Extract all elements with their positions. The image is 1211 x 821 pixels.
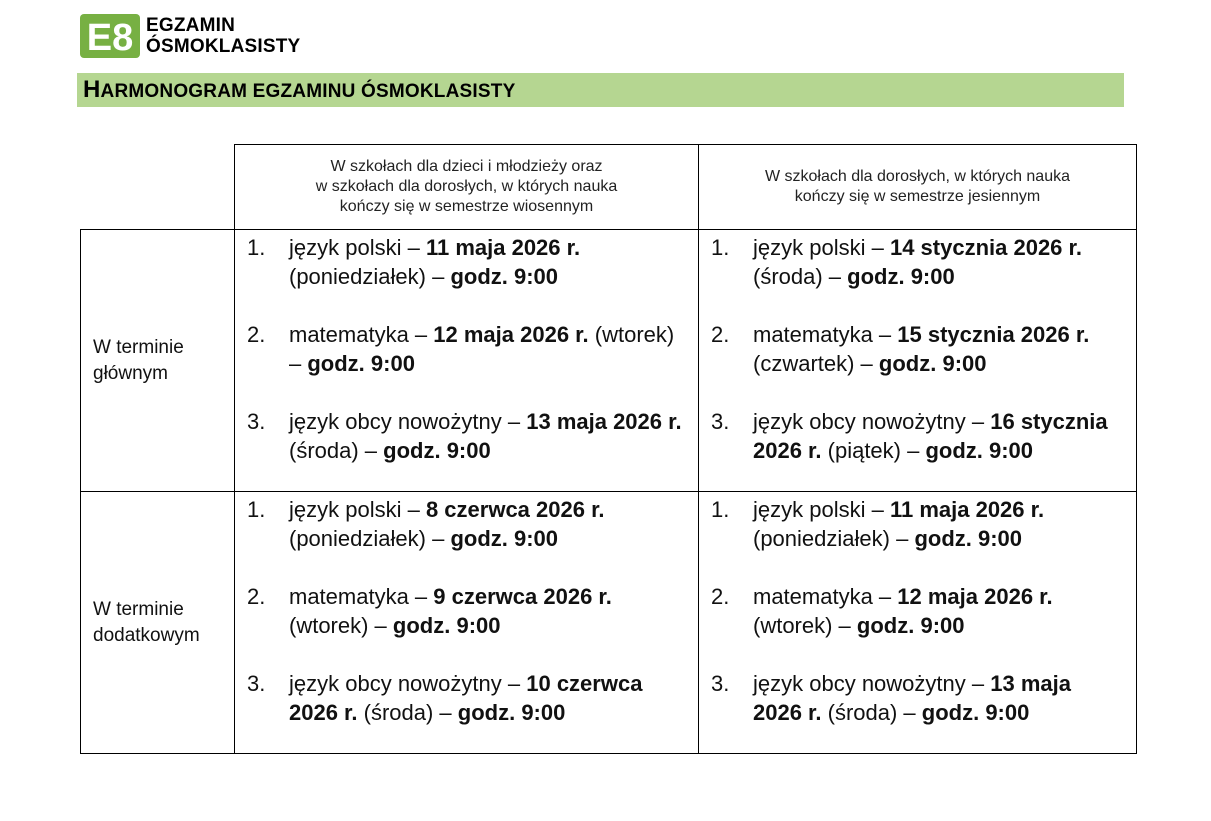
exam-text: język obcy nowożytny – (753, 409, 991, 434)
exam-date-bold: godz. 9:00 (457, 700, 566, 725)
exam-text: (wtorek) – (289, 322, 675, 376)
exam-date-bold: 12 maja 2026 r. (433, 322, 589, 347)
exam-text: (środa) – (357, 700, 458, 725)
exam-date-bold: godz. 9:00 (847, 264, 955, 289)
title-banner (77, 73, 1124, 107)
exam-text: matematyka – (289, 322, 434, 347)
exam-text: (środa) – (289, 438, 384, 463)
exam-text: język polski – (753, 235, 890, 260)
logo-line-1: EGZAMIN (146, 15, 236, 36)
exam-number: 3. (711, 409, 730, 434)
row-label-line: W terminie (93, 598, 184, 620)
exam-number: 1. (711, 497, 730, 522)
exam-date-bold: 15 stycznia 2026 r. (897, 322, 1090, 347)
exam-text: język polski – (289, 497, 426, 522)
exam-text: język obcy nowożytny – (753, 671, 991, 696)
schedule-cell-main-spring (235, 230, 699, 492)
row-label-main-term (81, 230, 235, 492)
exam-number: 3. (711, 671, 730, 696)
page-title-rest: ARMONOGRAM EGZAMINU ÓSMOKLASISTY (100, 81, 516, 102)
exam-date-bold: 14 stycznia 2026 r. (889, 235, 1082, 260)
column-header-line: w szkołach dla dorosłych, w których nauka (315, 178, 618, 195)
exam-text: język polski – (289, 235, 426, 260)
logo-wordmark (146, 15, 300, 57)
exam-text: język obcy nowożytny – (289, 409, 527, 434)
exam-number: 1. (711, 235, 730, 260)
exam-date-bold: godz. 9:00 (856, 613, 965, 638)
column-header-line: W szkołach dla dorosłych, w których nauka (764, 168, 1070, 185)
exam-text: matematyka – (753, 584, 898, 609)
page-title-initial: H (83, 76, 101, 103)
table-row-main-term (81, 230, 1137, 492)
exam-date-bold: godz. 9:00 (921, 700, 1030, 725)
exam-text: (środa) – (753, 264, 848, 289)
exam-date-bold: 11 maja 2026 r. (425, 235, 581, 260)
exam-list-item (699, 495, 1136, 553)
exam-date-bold: 13 maja 2026 r. (526, 409, 682, 434)
column-header-spring (235, 145, 699, 230)
exam-date-bold: godz. 9:00 (450, 264, 559, 289)
schedule-cell-additional-autumn (699, 492, 1137, 754)
exam-date-bold: 16 stycznia 2026 r. (753, 409, 1108, 463)
exam-text: matematyka – (289, 584, 434, 609)
schedule-cell-main-autumn (699, 230, 1137, 492)
exam-list-item (699, 407, 1136, 465)
exam-number: 3. (247, 409, 266, 434)
table-header-row (81, 145, 1137, 230)
exam-number: 2. (711, 322, 730, 347)
exam-text: (wtorek) – (289, 613, 393, 638)
page-title (83, 76, 515, 104)
exam-list-item (235, 233, 698, 291)
exam-date-bold: godz. 9:00 (383, 438, 491, 463)
column-header-autumn (699, 145, 1137, 230)
cke-logo (80, 14, 300, 58)
exam-date-bold: 11 maja 2026 r. (889, 497, 1045, 522)
exam-date-bold: godz. 9:00 (392, 613, 501, 638)
exam-text: (poniedziałek) – (753, 526, 915, 551)
e8-logo-icon (80, 14, 140, 58)
exam-date-bold: 10 czerwca 2026 r. (289, 671, 643, 725)
exam-text: (poniedziałek) – (289, 526, 451, 551)
exam-date-bold: godz. 9:00 (450, 526, 559, 551)
exam-number: 2. (711, 584, 730, 609)
header-empty-cell (81, 145, 235, 230)
exam-number: 1. (247, 235, 266, 260)
row-label-line: dodatkowym (93, 624, 200, 646)
exam-text: (poniedziałek) – (289, 264, 451, 289)
exam-list (235, 492, 698, 727)
exam-list (699, 230, 1136, 465)
exam-list-item (235, 407, 698, 465)
exam-list-item (699, 582, 1136, 640)
exam-date-bold: 13 maja 2026 r. (753, 671, 1071, 725)
exam-date-bold: godz. 9:00 (307, 351, 415, 376)
schedule-cell-additional-spring (235, 492, 699, 754)
column-header-line: W szkołach dla dzieci i młodzieży oraz (330, 158, 603, 175)
exam-list-item (699, 233, 1136, 291)
exam-list (235, 230, 698, 465)
exam-date-bold: godz. 9:00 (925, 438, 1034, 463)
exam-text: matematyka – (753, 322, 898, 347)
exam-number: 2. (247, 322, 266, 347)
table-row-additional-term (81, 492, 1137, 754)
exam-text: (środa) – (821, 700, 922, 725)
exam-date-bold: godz. 9:00 (878, 351, 987, 376)
logo-line-2: ÓSMOKLASISTY (146, 36, 301, 57)
exam-list-item (699, 669, 1136, 727)
logo-mark-text: E8 (86, 17, 134, 58)
exam-list-item (699, 320, 1136, 378)
exam-text: (wtorek) – (753, 613, 857, 638)
column-header-line: kończy się w semestrze jesiennym (794, 188, 1041, 205)
row-label-additional-term (81, 492, 235, 754)
exam-list-item (235, 495, 698, 553)
exam-date-bold: 12 maja 2026 r. (897, 584, 1053, 609)
exam-text: język obcy nowożytny – (289, 671, 527, 696)
exam-list-item (235, 582, 698, 640)
exam-text: (piątek) – (821, 438, 926, 463)
exam-text: język polski – (753, 497, 890, 522)
exam-list-item (235, 669, 698, 727)
row-label-line: głównym (93, 362, 168, 384)
exam-number: 3. (247, 671, 266, 696)
row-label-line: W terminie (93, 336, 184, 358)
column-header-line: kończy się w semestrze wiosennym (339, 198, 594, 215)
exam-number: 2. (247, 584, 266, 609)
exam-date-bold: 8 czerwca 2026 r. (425, 497, 605, 522)
exam-schedule-table (80, 144, 1137, 754)
exam-list (699, 492, 1136, 727)
exam-list-item (235, 320, 698, 378)
exam-date-bold: godz. 9:00 (914, 526, 1023, 551)
exam-date-bold: 9 czerwca 2026 r. (433, 584, 612, 609)
exam-text: (czwartek) – (753, 351, 879, 376)
exam-number: 1. (247, 497, 266, 522)
